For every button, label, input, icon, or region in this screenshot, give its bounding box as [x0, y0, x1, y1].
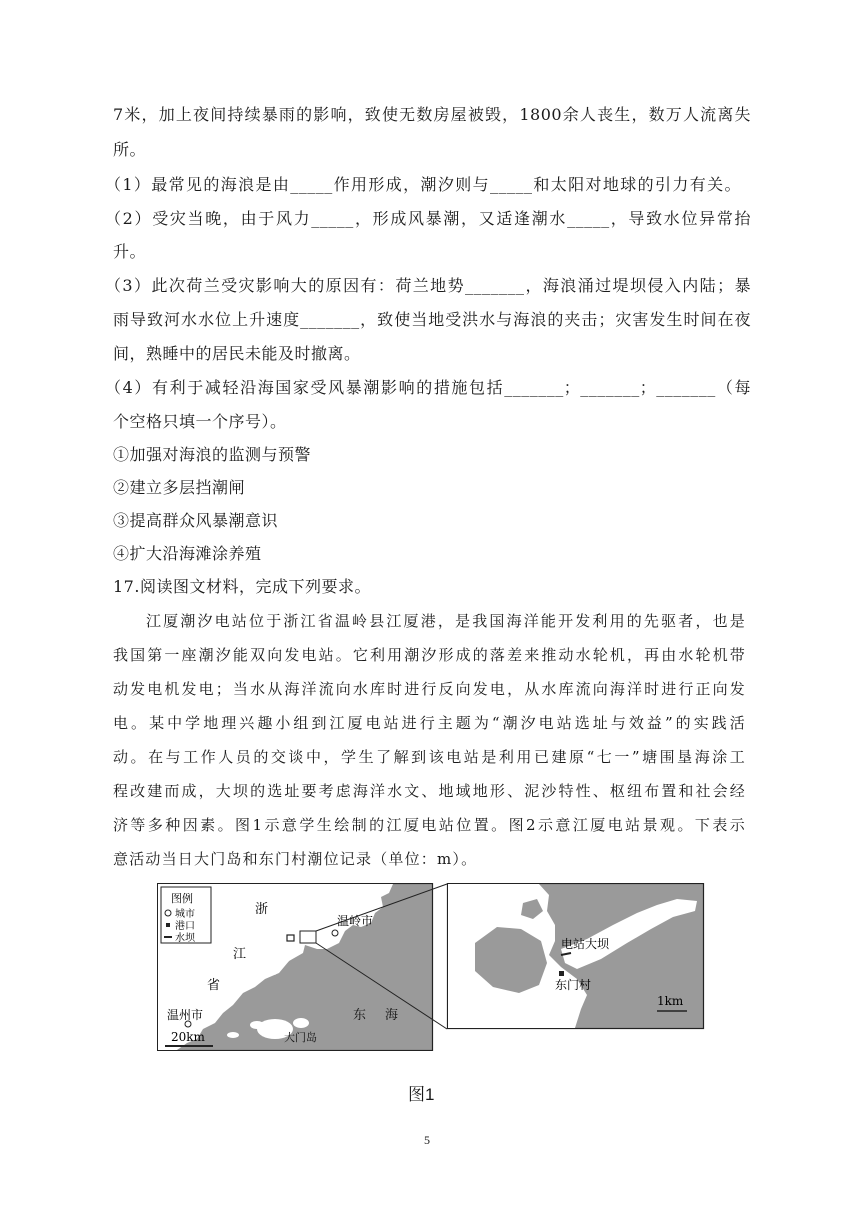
q16-subquestion-3-line2: 雨导致河水水位上升速度_______，致使当地受洪水与海浪的夹击；灾害发生时间在夜 [113, 310, 751, 329]
wenling-city-icon [332, 930, 338, 936]
q16-continuation-line2: 所。 [113, 140, 147, 159]
option-1: ①加强对海浪的监测与预警 [113, 445, 312, 464]
location-map-figure [157, 883, 705, 1051]
q17-paragraph-line7: 济等多种因素。图1示意学生绘制的江厦电站位置。图2示意江厦电站景观。下表示 [113, 816, 746, 834]
inset-scale-label: 1km [657, 994, 684, 1008]
q17-paragraph-line1: 江厦潮汐电站位于浙江省温岭县江厦港，是我国海洋能开发利用的先驱者，也是 [146, 612, 746, 630]
q16-subquestion-2-line1: （2）受灾当晚，由于风力_____，形成风暴潮，又适逢潮水_____，导致水位异常抬 [105, 209, 751, 228]
q17-paragraph-line4: 电。某中学地理兴趣小组到江厦电站进行主题为“潮汐电站选址与效益”的实践活 [113, 714, 746, 732]
port-symbol-icon [166, 923, 170, 927]
q16-subquestion-4-line1: （4）有利于减轻沿海国家受风暴潮影响的措施包括_______；_______；_______（每 [105, 378, 751, 397]
east-sea-label-2: 海 [385, 1008, 399, 1023]
dongmen-label: 东门村 [555, 978, 592, 992]
island-small-2 [293, 1018, 309, 1028]
q16-subquestion-3-line3: 间，熟睡中的居民未能及时撤离。 [113, 344, 361, 363]
east-sea-label-1: 东 [353, 1008, 367, 1023]
q16-continuation-line1: 7米，加上夜间持续暴雨的影响，致使无数房屋被毁，1800余人丧生，数万人流离失 [113, 105, 751, 124]
option-4: ④扩大沿海滩涂养殖 [113, 544, 262, 563]
option-2: ②建立多层挡潮闸 [113, 478, 246, 497]
q17-paragraph-line5: 动。在与工作人员的交谈中，学生了解到该电站是利用已建原“七一”塘围垦海涂工 [113, 748, 746, 766]
wenling-label: 温岭市 [337, 914, 374, 928]
province-label-sheng: 省 [207, 978, 221, 993]
province-label-jiang: 江 [233, 947, 247, 962]
legend-city: 城市 [175, 909, 195, 920]
q16-subquestion-4-line2: 个空格只填一个序号）。 [113, 412, 287, 431]
damen-island-label: 大门岛 [284, 1031, 317, 1044]
main-scale-label: 20km [171, 1030, 205, 1044]
q17-paragraph-line2: 我国第一座潮汐能双向发电站。它利用潮汐形成的落差来推动水轮机，再由水轮机带 [113, 646, 746, 664]
q17-paragraph-line6: 程改建而成，大坝的选址要考虑海洋水文、地域地形、泥沙特性、枢纽布置和社会经 [113, 782, 746, 800]
q16-subquestion-2-line2: 升。 [113, 242, 147, 261]
dongmen-port-icon [559, 971, 564, 976]
legend-dam: 水坝 [175, 933, 195, 944]
q17-paragraph-line3: 动发电机发电；当水从海洋流向水库时进行反向发电，从水库流向海洋时进行正向发 [113, 680, 746, 698]
wenzhou-label: 温州市 [167, 1008, 204, 1022]
option-3: ③提高群众风暴潮意识 [113, 511, 279, 530]
page-number: 5 [424, 1133, 430, 1147]
dam-label: 电站大坝 [561, 937, 610, 951]
q17-title: 17.阅读图文材料，完成下列要求。 [113, 577, 371, 596]
island-small-3 [227, 1032, 239, 1038]
island-small-1 [250, 1021, 264, 1029]
q16-subquestion-3-line1: （3）此次荷兰受灾影响大的原因有：荷兰地势_______，海浪涌过堤坝侵入内陆；暴 [105, 276, 751, 295]
q16-subquestion-1: （1）最常见的海浪是由_____作用形成，潮汐则与_____和太阳对地球的引力有关。 [105, 175, 741, 194]
figure-caption: 图1 [408, 1085, 435, 1104]
province-label-zhe: 浙 [255, 902, 269, 917]
legend-title: 图例 [171, 892, 193, 905]
q17-paragraph-line8: 意活动当日大门岛和东门村潮位记录（单位：m）。 [113, 850, 478, 868]
legend-port: 港口 [175, 921, 195, 932]
